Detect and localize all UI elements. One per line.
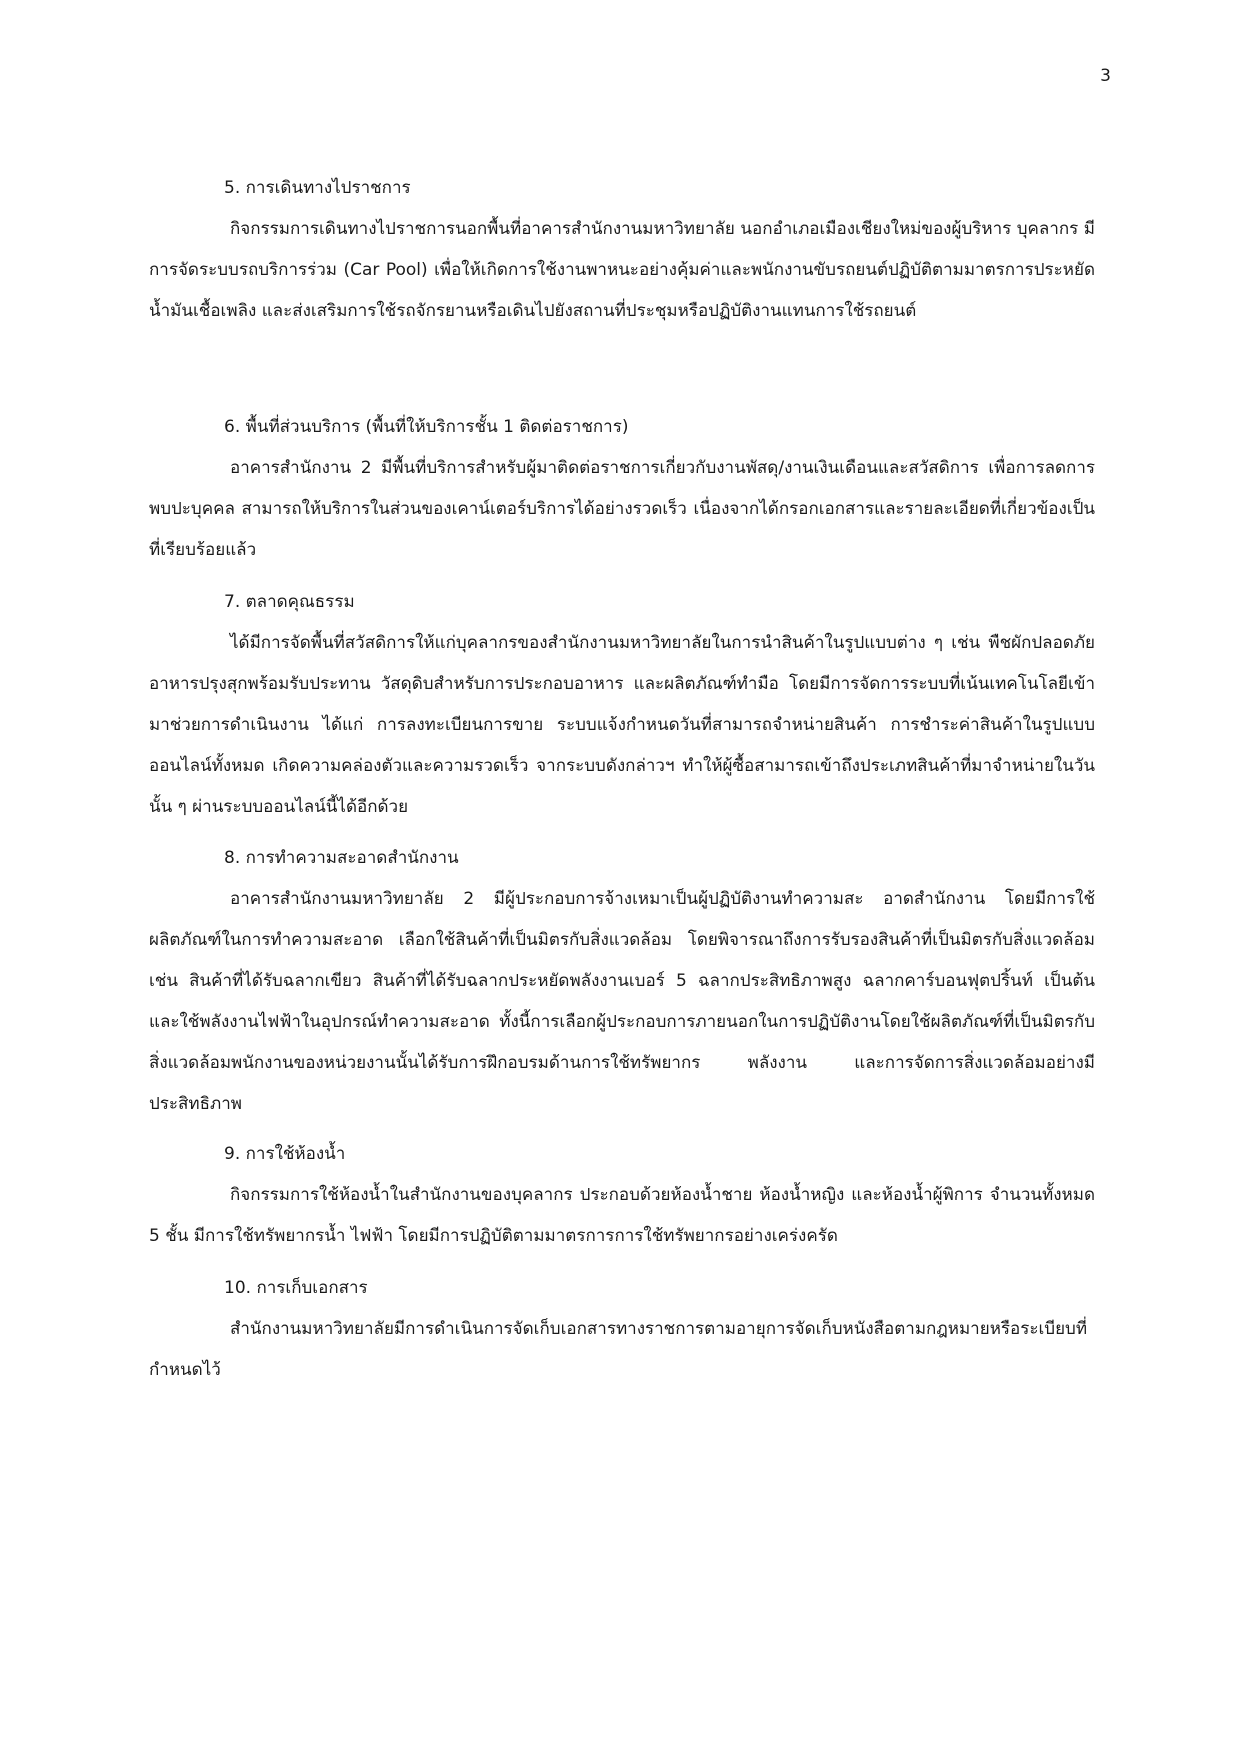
page-number: 3 <box>1100 66 1111 86</box>
document-body <box>149 168 1095 1391</box>
section-8 <box>149 838 1095 1125</box>
section-7 <box>149 582 1095 828</box>
section-6 <box>149 407 1095 571</box>
section-paragraph: สำนักงานมหาวิทยาลัยมีการดำเนินการจัดเก็บเอกสารทางราชการตามอายุการจัดเก็บหนังสือตามกฎหมายหรือระเบียบที่กำหนดไว้ <box>149 1319 1088 1380</box>
section-10 <box>149 1268 1095 1391</box>
section-paragraph: กิจกรรมการใช้ห้องน้ำในสำนักงานของบุคลากร ประกอบด้วยห้องน้ำชาย ห้องน้ำหญิง และห้องน้ำผู้พิการ จำนวนทั้งหมด 5 ชั้น มีการใช้ทรัพยากรน้ำ ไฟฟ้า โดยมีการปฏิบัติตามมาตรการการใช้ทรัพยากรอย่างเคร่งครัด <box>149 1185 1095 1246</box>
section-heading: 10. การเก็บเอกสาร <box>224 1278 368 1298</box>
section-heading: 8. การทำความสะอาดสำนักงาน <box>224 848 459 868</box>
section-heading: 7. ตลาดคุณธรรม <box>224 592 355 612</box>
section-heading: 5. การเดินทางไปราชการ <box>224 178 411 198</box>
section-paragraph: อาคารสำนักงานมหาวิทยาลัย 2 มีผู้ประกอบการจ้างเหมาเป็นผู้ปฏิบัติงานทำความสะ อาดสำนักงาน โดยมีการใช้ผลิตภัณฑ์ในการทำความสะอาด เลือกใช้สินค้าที่เป็นมิตรกับสิ่งแวดล้อม โดยพิจารณาถึงการรับรองสินค้าที่เป็นมิตรกับสิ่งแวดล้อม เช่น สินค้าที่ได้รับฉลากเขียว สินค้าที่ได้รับฉลากประหยัดพลังงานเบอร์ 5 ฉลากประสิทธิภาพสูง ฉลากคาร์บอนฟุตปริ้นท์ เป็นต้น และใช้พลังงานไฟฟ้าในอุปกรณ์ทำความสะอาด ทั้งนี้การเลือกผู้ประกอบการภายนอกในการปฏิบัติงานโดยใช้ผลิตภัณฑ์ที่เป็นมิตรกับสิ่งแวดล้อมพนักงานของหน่วยงานนั้นได้รับการฝึกอบรมด้านการใช้ทรัพยากร พลังงาน และการจัดการสิ่งแวดล้อมอย่างมีประสิทธิภาพ <box>149 889 1095 1114</box>
section-9 <box>149 1134 1095 1257</box>
section-heading: 9. การใช้ห้องน้ำ <box>224 1144 346 1164</box>
section-paragraph: กิจกรรมการเดินทางไปราชการนอกพื้นที่อาคารสำนักงานมหาวิทยาลัย นอกอำเภอเมืองเชียงใหม่ของผู้บริหาร บุคลากร มีการจัดระบบรถบริการร่วม (Car Pool) เพื่อให้เกิดการใช้งานพาหนะอย่างคุ้มค่าและพนักงานขับรถยนต์ปฏิบัติตามมาตรการประหยัดน้ำมันเชื้อเพลิง และส่งเสริมการใช้รถจักรยานหรือเดินไปยังสถานที่ประชุมหรือปฏิบัติงานแทนการใช้รถยนต์ <box>149 219 1095 321</box>
section-5 <box>149 168 1095 332</box>
section-heading: 6. พื้นที่ส่วนบริการ (พื้นที่ให้บริการชั้น 1 ติดต่อราชการ) <box>224 417 629 437</box>
section-paragraph: อาคารสำนักงาน 2 มีพื้นที่บริการสำหรับผู้มาติดต่อราชการเกี่ยวกับงานพัสดุ/งานเงินเดือนและสวัสดิการ เพื่อการลดการพบปะบุคคล สามารถให้บริการในส่วนของเคาน์เตอร์บริการได้อย่างรวดเร็ว เนื่องจากได้กรอกเอกสารและรายละเอียดที่เกี่ยวข้องเป็นที่เรียบร้อยแล้ว <box>149 458 1095 560</box>
section-paragraph: ได้มีการจัดพื้นที่สวัสดิการให้แก่บุคลากรของสำนักงานมหาวิทยาลัยในการนำสินค้าในรูปแบบต่าง ๆ เช่น พืชผักปลอดภัย อาหารปรุงสุกพร้อมรับประทาน วัสดุดิบสำหรับการประกอบอาหาร และผลิตภัณฑ์ทำมือ โดยมีการจัดการระบบที่เน้นเทคโนโลยีเข้ามาช่วยการดำเนินงาน ได้แก่ การลงทะเบียนการขาย ระบบแจ้งกำหนดวันที่สามารถจำหน่ายสินค้า การชำระค่าสินค้าในรูปแบบออนไลน์ทั้งหมด เกิดความคล่องตัวและความรวดเร็ว จากระบบดังกล่าวฯ ทำให้ผู้ซื้อสามารถเข้าถึงประเภทสินค้าที่มาจำหน่ายในวันนั้น ๆ ผ่านระบบออนไลน์นี้ได้อีกด้วย <box>149 633 1095 817</box>
